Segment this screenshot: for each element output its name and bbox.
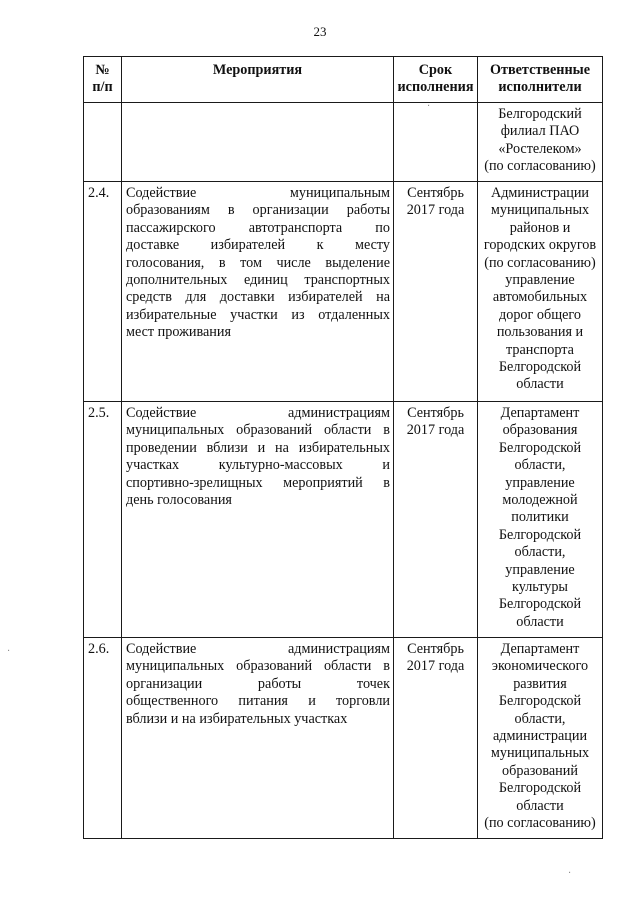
- responsible-line: (по согласованию): [484, 158, 596, 175]
- row-responsible: [478, 103, 603, 182]
- action-line: муниципальных образований области в: [126, 422, 390, 439]
- row-term: [394, 638, 478, 839]
- responsible-line: Белгородской: [498, 526, 582, 543]
- row-action: [122, 638, 394, 839]
- action-line: проведении вблизи и на избирательных: [126, 439, 390, 456]
- table-header-row: [84, 57, 603, 103]
- action-line: голосования, в том числе выделение: [126, 254, 390, 271]
- table-row: [84, 402, 603, 638]
- action-line: организации работы точек: [126, 675, 390, 692]
- table-row: [84, 182, 603, 402]
- responsible-line: управление: [505, 474, 575, 491]
- responsible-line: управление: [505, 272, 575, 289]
- responsible-line: культуры: [512, 579, 568, 596]
- responsible-line: развития: [513, 675, 567, 692]
- term-line: 2017 года: [406, 202, 465, 219]
- responsible-line: экономического: [491, 658, 589, 675]
- action-line: Содействие администрациям: [126, 641, 390, 657]
- row-num-text: 2.4.: [88, 185, 110, 201]
- responsible-line: Белгородской: [498, 693, 582, 710]
- action-line: участках культурно-массовых и: [126, 457, 390, 474]
- responsible-line: пользования и: [496, 324, 584, 341]
- row-action: [122, 103, 394, 182]
- term-line: Сентябрь: [407, 641, 464, 657]
- responsible-line: городских округов: [483, 237, 597, 254]
- header-term-line: исполнения: [397, 79, 474, 96]
- header-responsible: [478, 57, 603, 103]
- action-line: вблизи и на избирательных участках: [126, 710, 348, 727]
- term-line: 2017 года: [406, 658, 465, 675]
- action-line: избирательные участки из отдаленных: [126, 306, 390, 323]
- header-num-line: п/п: [92, 79, 113, 96]
- responsible-line: молодежной: [502, 492, 578, 509]
- action-line: образованиям в организации работы: [126, 202, 390, 219]
- responsible-line: районов и: [509, 219, 571, 236]
- header-term-line: Срок: [418, 62, 453, 78]
- row-action: [122, 182, 394, 402]
- action-line: муниципальных образований области в: [126, 658, 390, 675]
- term-line: Сентябрь: [407, 405, 464, 421]
- responsible-line: политики: [511, 509, 569, 526]
- action-line: общественного питания и торговли: [126, 693, 390, 710]
- row-num-text: [84, 103, 121, 106]
- responsible-line: Департамент: [500, 641, 580, 657]
- action-line: спортивно-зрелищных мероприятий в: [126, 474, 390, 491]
- responsible-line: Департамент: [500, 405, 580, 421]
- row-num: [84, 638, 122, 839]
- responsible-line: образований: [502, 762, 578, 779]
- scan-speck: ·: [427, 101, 431, 112]
- responsible-line: (по согласованию): [484, 254, 596, 271]
- action-line: Содействие администрациям: [126, 405, 390, 421]
- responsible-line: Белгородской: [498, 780, 582, 797]
- row-num: [84, 103, 122, 182]
- responsible-line: муниципальных: [490, 202, 590, 219]
- action-line: средств для доставки избирателей на: [126, 289, 390, 306]
- action-line: Содействие муниципальным: [126, 185, 390, 201]
- row-num-text: 2.6.: [88, 641, 110, 657]
- responsible-line: (по согласованию): [484, 815, 596, 832]
- header-num-line: №: [95, 62, 110, 78]
- row-term: [394, 103, 478, 182]
- action-line: пассажирского автотранспорта по: [126, 219, 390, 236]
- row-term: [394, 402, 478, 638]
- responsible-line: образования: [502, 422, 578, 439]
- responsible-line: транспорта: [506, 341, 574, 358]
- header-num: [84, 57, 122, 103]
- table-row: [84, 103, 603, 182]
- responsible-line: Белгородской: [498, 359, 582, 376]
- responsible-line: администрации: [492, 728, 588, 745]
- responsible-line: муниципальных: [490, 745, 590, 762]
- row-action: [122, 402, 394, 638]
- header-action-line: Мероприятия: [212, 62, 303, 78]
- responsible-line: управление: [505, 561, 575, 578]
- term-line: Сентябрь: [407, 185, 464, 201]
- header-responsible-line: Ответственные: [489, 62, 591, 78]
- responsible-line: Администрации: [490, 185, 590, 201]
- page-number: 23: [313, 24, 327, 39]
- term-line: 2017 года: [406, 422, 465, 439]
- measures-table: [83, 56, 603, 839]
- row-num: [84, 402, 122, 638]
- row-responsible: [478, 638, 603, 839]
- table-row: [84, 638, 603, 839]
- responsible-line: «Ростелеком»: [498, 140, 582, 157]
- row-responsible: [478, 182, 603, 402]
- scan-speck: ·: [568, 868, 572, 879]
- action-line: мест проживания: [126, 324, 232, 341]
- responsible-line: дорог общего: [499, 306, 581, 323]
- scan-speck: ·: [7, 646, 11, 657]
- row-responsible: [478, 402, 603, 638]
- responsible-line: области: [516, 376, 564, 393]
- row-term: [394, 182, 478, 402]
- header-term: [394, 57, 478, 103]
- responsible-line: области,: [514, 710, 566, 727]
- responsible-line: автомобильных: [492, 289, 588, 306]
- action-line: доставке избирателей к месту: [126, 237, 390, 254]
- responsible-line: области,: [514, 544, 566, 561]
- responsible-line: области: [516, 613, 564, 630]
- action-line: дополнительных единиц транспортных: [126, 272, 390, 289]
- action-line: день голосования: [126, 492, 232, 509]
- responsible-line: филиал ПАО: [500, 123, 580, 140]
- responsible-line: Белгородской: [498, 439, 582, 456]
- responsible-line: Белгородский: [498, 106, 582, 122]
- row-num-text: 2.5.: [88, 405, 110, 421]
- responsible-line: области,: [514, 457, 566, 474]
- row-num: [84, 182, 122, 402]
- header-responsible-line: исполнители: [498, 79, 582, 96]
- header-action: [122, 57, 394, 103]
- responsible-line: Белгородской: [498, 596, 582, 613]
- responsible-line: области: [516, 797, 564, 814]
